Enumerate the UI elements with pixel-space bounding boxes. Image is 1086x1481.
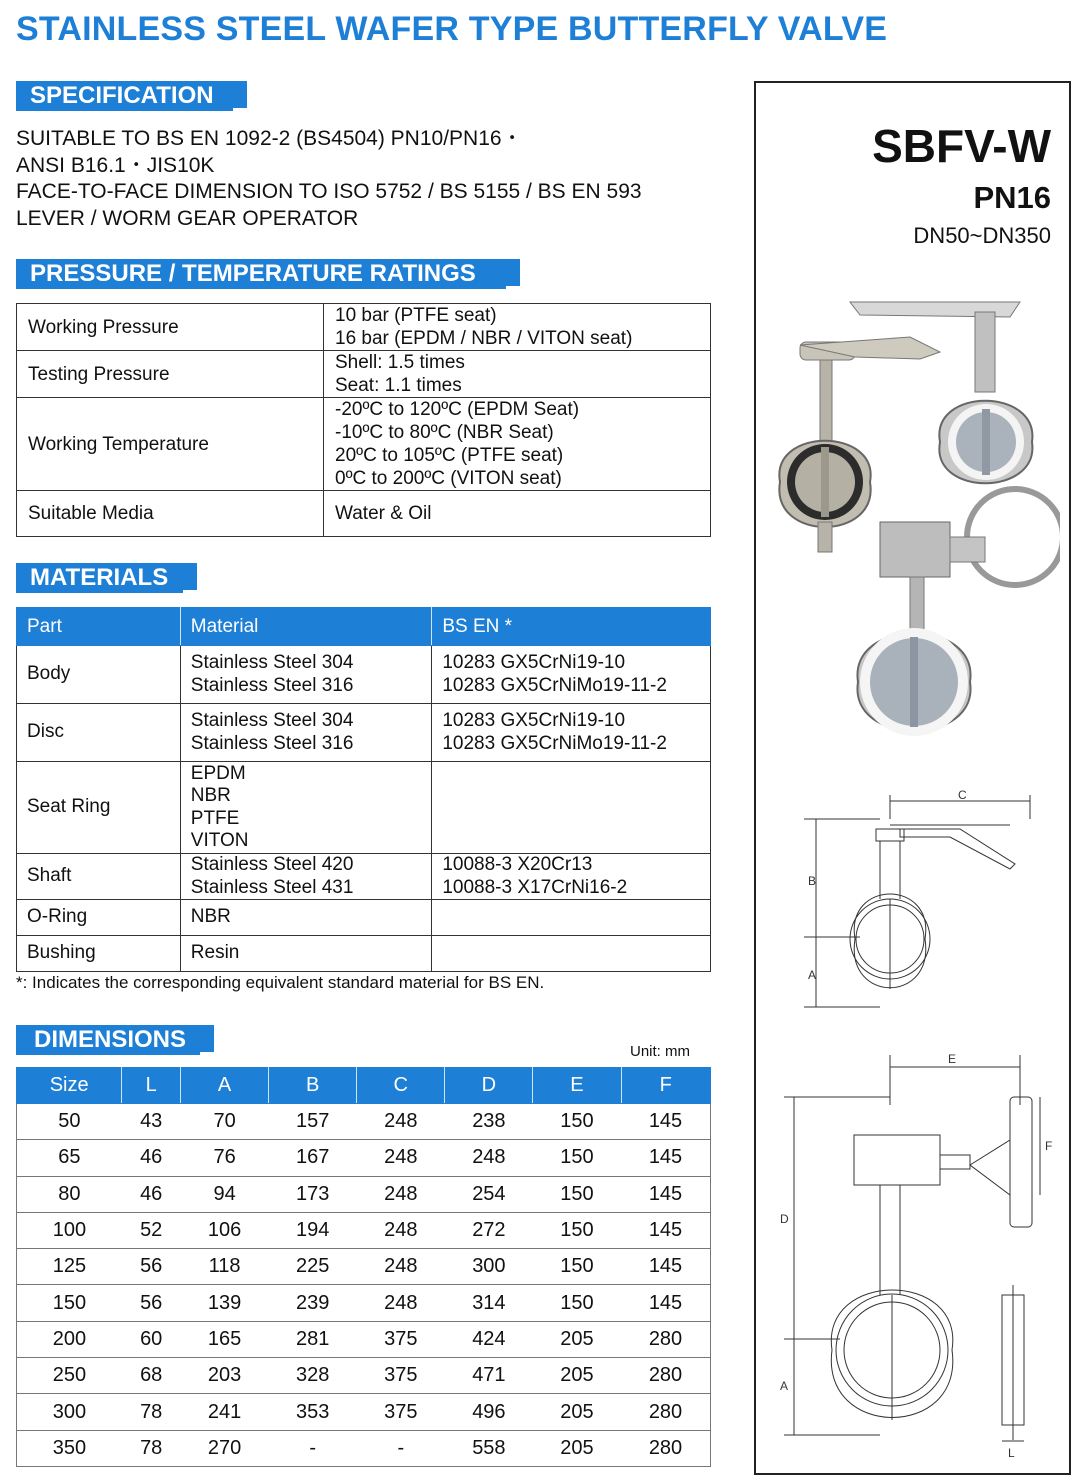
dimension-cell: 78 xyxy=(122,1430,181,1466)
material-line: NBR xyxy=(190,785,231,806)
dimension-cell: 145 xyxy=(621,1176,710,1212)
dimension-cell: 60 xyxy=(122,1321,181,1357)
dimension-cell: 139 xyxy=(181,1285,269,1321)
dimension-cell: 558 xyxy=(445,1430,533,1466)
rating-value xyxy=(324,304,711,351)
dimension-cell: 150 xyxy=(533,1140,621,1176)
model-code: SBFV-W xyxy=(872,120,1051,172)
rating-value-line: -10ºC to 80ºC (NBR Seat) xyxy=(335,422,554,443)
gear-dimension-drawing xyxy=(770,1045,1066,1465)
dimension-cell: 248 xyxy=(357,1176,445,1212)
rating-value-line: Shell: 1.5 times xyxy=(335,352,465,373)
dimension-cell: 80 xyxy=(17,1176,122,1212)
column-header: BS EN * xyxy=(432,608,711,646)
material-line: PTFE xyxy=(190,807,240,829)
dimension-cell: 52 xyxy=(122,1212,181,1248)
column-header: F xyxy=(621,1068,710,1104)
dimension-cell: 471 xyxy=(445,1358,533,1394)
material-cell xyxy=(180,854,432,900)
dimension-cell: 350 xyxy=(17,1430,122,1466)
material-cell: Resin xyxy=(180,936,432,972)
column-header: Material xyxy=(180,608,432,646)
specification-text xyxy=(16,126,642,232)
rating-label: Working Temperature xyxy=(17,398,324,491)
table-row xyxy=(17,351,711,398)
spec-line: LEVER / WORM GEAR OPERATOR xyxy=(16,206,359,230)
dimension-cell: 280 xyxy=(621,1321,710,1357)
dimension-cell: 145 xyxy=(621,1140,710,1176)
dimension-cell: 203 xyxy=(181,1358,269,1394)
dimension-cell: 375 xyxy=(357,1394,445,1430)
table-row xyxy=(17,900,711,936)
rating-value xyxy=(324,351,711,398)
table-row xyxy=(17,491,711,537)
dimension-cell: 280 xyxy=(621,1430,710,1466)
rating-value-line: -20ºC to 120ºC (EPDM Seat) xyxy=(335,399,580,420)
dimension-cell: 173 xyxy=(269,1176,357,1212)
dimensions-heading: DIMENSIONS xyxy=(16,1025,214,1055)
dim-label-e: E xyxy=(948,1052,957,1066)
valve-photo-illustration xyxy=(770,297,1060,767)
dimension-cell: 353 xyxy=(269,1394,357,1430)
bsen-cell xyxy=(432,704,711,762)
dimension-cell: 76 xyxy=(181,1140,269,1176)
dimension-cell: 328 xyxy=(269,1358,357,1394)
rating-value-line: Seat: 1.1 times xyxy=(335,375,462,396)
rating-label: Working Pressure xyxy=(17,304,324,351)
dimension-cell: 272 xyxy=(445,1212,533,1248)
table-row xyxy=(17,1285,711,1321)
dimension-cell: 375 xyxy=(357,1321,445,1357)
material-cell xyxy=(180,704,432,762)
dimension-cell: 205 xyxy=(533,1394,621,1430)
table-row xyxy=(17,398,711,491)
dimension-cell: 496 xyxy=(445,1394,533,1430)
table-row xyxy=(17,1176,711,1212)
dim-label-a: A xyxy=(808,968,817,982)
page-title: STAINLESS STEEL WAFER TYPE BUTTERFLY VALVE xyxy=(16,10,888,48)
dim-label-d: D xyxy=(780,1212,789,1226)
dimension-cell: 50 xyxy=(17,1104,122,1140)
part-cell: Bushing xyxy=(17,936,181,972)
table-header-row xyxy=(17,1068,711,1104)
spec-line: SUITABLE TO BS EN 1092-2 (BS4504) PN10/PN16・ xyxy=(16,127,523,150)
material-line: Stainless Steel 316 xyxy=(190,732,354,754)
part-cell: O-Ring xyxy=(17,900,181,936)
dimension-cell: 150 xyxy=(533,1249,621,1285)
dimension-cell: - xyxy=(357,1430,445,1466)
materials-footnote: *: Indicates the corresponding equivalent standard material for BS EN. xyxy=(16,973,545,992)
bsen-cell xyxy=(432,762,711,854)
material-cell xyxy=(180,646,432,704)
ratings-table xyxy=(16,303,711,537)
dimension-cell: 118 xyxy=(181,1249,269,1285)
dimension-cell: 250 xyxy=(17,1358,122,1394)
dimension-cell: 270 xyxy=(181,1430,269,1466)
dimension-cell: 94 xyxy=(181,1176,269,1212)
rating-value xyxy=(324,398,711,491)
dimension-cell: 254 xyxy=(445,1176,533,1212)
dimension-cell: 145 xyxy=(621,1249,710,1285)
bsen-cell xyxy=(432,854,711,900)
dimension-cell: 145 xyxy=(621,1212,710,1248)
dimension-cell: 281 xyxy=(269,1321,357,1357)
dimension-cell: 300 xyxy=(17,1394,122,1430)
table-row xyxy=(17,1140,711,1176)
dimension-cell: 238 xyxy=(445,1104,533,1140)
column-header: B xyxy=(269,1068,357,1104)
dim-label-c: C xyxy=(958,789,967,802)
bsen-line: 10283 GX5CrNi19-10 xyxy=(442,710,626,731)
dimension-cell: 46 xyxy=(122,1176,181,1212)
rating-value-line: 10 bar (PTFE seat) xyxy=(335,305,497,326)
dimension-cell: 239 xyxy=(269,1285,357,1321)
rating-label: Testing Pressure xyxy=(17,351,324,398)
dimension-cell: 205 xyxy=(533,1430,621,1466)
table-row xyxy=(17,1212,711,1248)
dimension-cell: 248 xyxy=(357,1104,445,1140)
dimension-cell: 167 xyxy=(269,1140,357,1176)
table-row xyxy=(17,762,711,854)
dimension-cell: 205 xyxy=(533,1321,621,1357)
rating-value-line: 20ºC to 105ºC (PTFE seat) xyxy=(335,445,564,466)
table-row xyxy=(17,1358,711,1394)
material-cell xyxy=(180,762,432,854)
rating-label: Suitable Media xyxy=(17,491,324,537)
column-header: E xyxy=(533,1068,621,1104)
dimension-cell: 300 xyxy=(445,1249,533,1285)
dimension-cell: 56 xyxy=(122,1285,181,1321)
dimension-cell: 248 xyxy=(357,1285,445,1321)
table-row xyxy=(17,1394,711,1430)
material-line: EPDM xyxy=(190,762,246,784)
dimension-cell: 248 xyxy=(357,1212,445,1248)
material-line: Stainless Steel 431 xyxy=(190,876,354,898)
rating-value: Water & Oil xyxy=(324,491,711,537)
spec-line: FACE-TO-FACE DIMENSION TO ISO 5752 / BS 5155 / BS EN 593 xyxy=(16,180,642,203)
bsen-line: 10283 GX5CrNi19-10 xyxy=(442,652,626,673)
dimension-cell: 165 xyxy=(181,1321,269,1357)
dim-label-f: F xyxy=(1045,1139,1053,1153)
dimension-cell: 65 xyxy=(17,1140,122,1176)
dim-label-a2: A xyxy=(780,1379,789,1393)
table-header-row xyxy=(17,608,711,646)
specification-heading: SPECIFICATION xyxy=(16,81,247,111)
table-row xyxy=(17,704,711,762)
part-cell: Seat Ring xyxy=(17,762,181,854)
ratings-heading: PRESSURE / TEMPERATURE RATINGS xyxy=(16,259,520,289)
table-row xyxy=(17,646,711,704)
material-line: Stainless Steel 304 xyxy=(190,652,354,673)
dim-label-l: L xyxy=(1008,1446,1015,1460)
part-cell: Shaft xyxy=(17,854,181,900)
table-row xyxy=(17,304,711,351)
bsen-cell xyxy=(432,900,711,936)
dimension-cell: 280 xyxy=(621,1394,710,1430)
dimension-cell: 157 xyxy=(269,1104,357,1140)
product-panel xyxy=(754,81,1071,1475)
dimension-cell: 205 xyxy=(533,1358,621,1394)
dimension-cell: 225 xyxy=(269,1249,357,1285)
table-row xyxy=(17,1321,711,1357)
dimension-cell: 145 xyxy=(621,1285,710,1321)
materials-table xyxy=(16,607,711,972)
dimensions-table xyxy=(16,1067,711,1467)
dimension-cell: 70 xyxy=(181,1104,269,1140)
dimension-cell: 194 xyxy=(269,1212,357,1248)
dimension-cell: 424 xyxy=(445,1321,533,1357)
table-row xyxy=(17,854,711,900)
rating-value-line: 16 bar (EPDM / NBR / VITON seat) xyxy=(335,328,633,349)
column-header: L xyxy=(122,1068,181,1104)
bsen-line: 10088-3 X20Cr13 xyxy=(442,854,593,875)
dimension-cell: 100 xyxy=(17,1212,122,1248)
part-cell: Disc xyxy=(17,704,181,762)
column-header: A xyxy=(181,1068,269,1104)
column-header: C xyxy=(357,1068,445,1104)
dimension-cell: 248 xyxy=(357,1249,445,1285)
dimension-cell: 150 xyxy=(533,1104,621,1140)
column-header: D xyxy=(445,1068,533,1104)
spec-line: ANSI B16.1・JIS10K xyxy=(16,153,215,177)
rating-value-line: 0ºC to 200ºC (VITON seat) xyxy=(335,468,562,489)
material-line: Stainless Steel 420 xyxy=(190,854,354,875)
dimension-cell: 248 xyxy=(357,1140,445,1176)
size-range: DN50~DN350 xyxy=(913,223,1051,248)
bsen-line: 10283 GX5CrNiMo19-11-2 xyxy=(442,674,667,696)
column-header: Part xyxy=(17,608,181,646)
column-header: Size xyxy=(17,1068,122,1104)
bsen-cell xyxy=(432,936,711,972)
dimension-cell: 241 xyxy=(181,1394,269,1430)
table-row xyxy=(17,936,711,972)
dimension-cell: 150 xyxy=(17,1285,122,1321)
dimension-cell: 106 xyxy=(181,1212,269,1248)
table-row xyxy=(17,1430,711,1466)
dimension-cell: 375 xyxy=(357,1358,445,1394)
dim-label-b: B xyxy=(808,874,817,888)
unit-label: Unit: mm xyxy=(630,1043,690,1060)
dimension-cell: 68 xyxy=(122,1358,181,1394)
bsen-line: 10283 GX5CrNiMo19-11-2 xyxy=(442,732,667,754)
bsen-line: 10088-3 X17CrNi16-2 xyxy=(442,876,628,898)
lever-dimension-drawing xyxy=(800,789,1040,1013)
material-line: Stainless Steel 316 xyxy=(190,674,354,696)
table-row xyxy=(17,1104,711,1140)
dimension-cell: 200 xyxy=(17,1321,122,1357)
dimension-cell: 314 xyxy=(445,1285,533,1321)
materials-heading: MATERIALS xyxy=(16,563,197,593)
dimension-cell: 150 xyxy=(533,1285,621,1321)
bsen-cell xyxy=(432,646,711,704)
pressure-class: PN16 xyxy=(973,180,1051,215)
dimension-cell: - xyxy=(269,1430,357,1466)
dimension-cell: 46 xyxy=(122,1140,181,1176)
dimension-cell: 280 xyxy=(621,1358,710,1394)
dimension-cell: 78 xyxy=(122,1394,181,1430)
table-row xyxy=(17,1249,711,1285)
part-cell: Body xyxy=(17,646,181,704)
dimension-cell: 125 xyxy=(17,1249,122,1285)
dimension-cell: 56 xyxy=(122,1249,181,1285)
dimension-cell: 43 xyxy=(122,1104,181,1140)
dimension-cell: 248 xyxy=(445,1140,533,1176)
material-line: VITON xyxy=(190,830,249,851)
material-line: Stainless Steel 304 xyxy=(190,710,354,731)
dimension-cell: 150 xyxy=(533,1212,621,1248)
material-cell: NBR xyxy=(180,900,432,936)
dimension-cell: 145 xyxy=(621,1104,710,1140)
dimension-cell: 150 xyxy=(533,1176,621,1212)
